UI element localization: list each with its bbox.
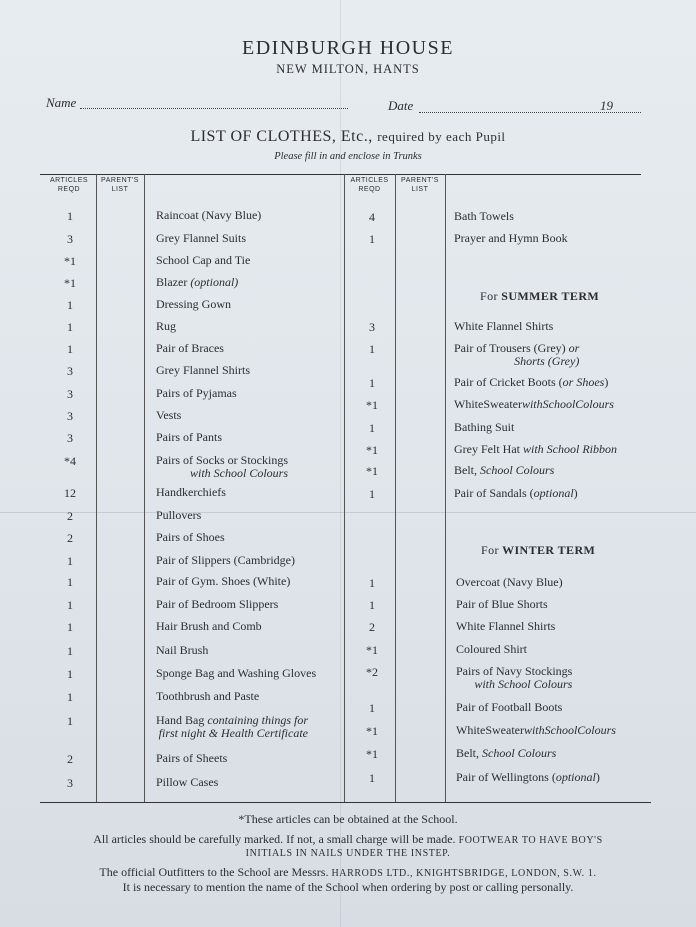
- summer-item-name: Grey Felt Hat with School Ribbon: [454, 442, 617, 456]
- right-item-quantity: 4: [369, 210, 375, 224]
- left-item-name: Pairs of Pyjamas: [156, 386, 237, 400]
- left-item-quantity: 1: [67, 690, 73, 704]
- footer-outfitters-note: [0, 865, 696, 880]
- column-divider: [445, 174, 446, 802]
- table-top-rule: [40, 174, 641, 175]
- left-item-name: Handkerchiefs: [156, 485, 226, 499]
- winter-heading-text: WINTER TERM: [502, 543, 596, 557]
- left-item-quantity: 3: [67, 364, 73, 378]
- left-item-quantity: 1: [67, 575, 73, 589]
- left-item-quantity: 1: [67, 554, 73, 568]
- left-item-name: Pairs of Socks or Stockings with School Colours: [156, 453, 288, 480]
- left-item-quantity: 12: [64, 486, 76, 500]
- winter-item-name: Overcoat (Navy Blue): [456, 575, 563, 589]
- left-item-quantity: 3: [67, 232, 73, 246]
- winter-item-name: Pair of Football Boots: [456, 700, 563, 714]
- winter-item-quantity: 1: [369, 771, 375, 785]
- left-item-name: Pairs of Shoes: [156, 530, 225, 544]
- left-item-name: Dressing Gown: [156, 297, 231, 311]
- left-item-name: Pair of Gym. Shoes (White): [156, 574, 291, 588]
- left-item-name: Raincoat (Navy Blue): [156, 208, 262, 222]
- left-item-name: Grey Flannel Shirts: [156, 363, 250, 377]
- summer-item-quantity: 3: [369, 320, 375, 334]
- left-item-name: Nail Brush: [156, 643, 209, 657]
- left-item-quantity: 2: [67, 509, 73, 523]
- list-title-main: LIST OF CLOTHES, Etc.,: [190, 128, 373, 145]
- winter-item-name: Pair of Wellingtons (optional): [456, 770, 600, 784]
- left-item-quantity: 1: [67, 714, 73, 728]
- winter-item-name: Belt, School Colours: [456, 746, 557, 760]
- summer-item-name: WhiteSweaterwithSchoolColours: [454, 397, 614, 411]
- left-item-name: Blazer (optional): [156, 275, 239, 289]
- fill-in-note: Please fill in and enclose in Trunks: [274, 151, 422, 162]
- left-item-quantity: 2: [67, 752, 73, 766]
- winter-item-name: White Flannel Shirts: [456, 619, 556, 633]
- left-item-quantity: 1: [67, 298, 73, 312]
- left-item-name: Vests: [156, 408, 182, 422]
- footer-note-school-articles: *These articles can be obtained at the School.: [238, 812, 458, 826]
- left-item-name: Grey Flannel Suits: [156, 231, 246, 245]
- left-item-quantity: 2: [67, 531, 73, 545]
- left-item-name: Rug: [156, 319, 177, 333]
- date-year-prefix: 19: [600, 98, 613, 113]
- column-divider: [144, 174, 145, 802]
- winter-heading-prefix: For: [481, 543, 499, 557]
- winter-item-quantity: 1: [369, 598, 375, 612]
- right-item-name: Prayer and Hymn Book: [454, 231, 568, 245]
- left-item-name: Pair of Slippers (Cambridge): [156, 553, 295, 567]
- summer-heading-prefix: For: [480, 289, 498, 303]
- winter-item-name: WhiteSweaterwithSchoolColours: [456, 723, 616, 737]
- left-item-quantity: *4: [64, 454, 76, 468]
- winter-term-heading: [481, 543, 595, 558]
- column-header-parents-right: PARENT'S LIST: [401, 177, 439, 193]
- left-item-name: Pair of Braces: [156, 341, 224, 355]
- school-location: NEW MILTON, HANTS: [276, 62, 420, 76]
- summer-item-name: White Flannel Shirts: [454, 319, 554, 333]
- summer-item-quantity: 1: [369, 342, 375, 356]
- column-header-articles-left: ARTICLES REQD: [49, 177, 89, 193]
- winter-item-quantity: 1: [369, 701, 375, 715]
- winter-item-quantity: *1: [366, 724, 378, 738]
- left-item-quantity: *1: [64, 276, 76, 290]
- left-item-quantity: 1: [67, 620, 73, 634]
- summer-item-name: Pair of Sandals (optional): [454, 486, 578, 500]
- footer-marking-text: All articles should be carefully marked. If not, a small charge will be made.: [93, 832, 456, 846]
- left-item-name: Toothbrush and Paste: [156, 689, 260, 703]
- footer-outfitters-text: The official Outfitters to the School are Messrs.: [99, 865, 329, 879]
- column-header-parents-left: PARENT'S LIST: [101, 177, 139, 193]
- left-item-name: School Cap and Tie: [156, 253, 251, 267]
- left-item-name: Sponge Bag and Washing Gloves: [156, 666, 317, 680]
- list-title-suffix: required by each Pupil: [377, 129, 506, 144]
- winter-item-name: Pairs of Navy Stockings with School Colours: [456, 664, 573, 691]
- right-item-quantity: 1: [369, 232, 375, 246]
- winter-item-quantity: *1: [366, 747, 378, 761]
- summer-term-heading: [480, 289, 599, 304]
- date-label: Date: [388, 98, 414, 113]
- name-field-line: [80, 108, 348, 109]
- footer-marking-note: [0, 832, 696, 847]
- left-item-quantity: 1: [67, 598, 73, 612]
- left-item-quantity: 1: [67, 667, 73, 681]
- right-item-name: Bath Towels: [454, 209, 514, 223]
- left-item-quantity: 3: [67, 409, 73, 423]
- left-item-quantity: *1: [64, 254, 76, 268]
- summer-item-name: Pair of Cricket Boots (or Shoes): [454, 375, 609, 389]
- left-item-quantity: 1: [67, 209, 73, 223]
- left-item-quantity: 1: [67, 342, 73, 356]
- column-header-articles-right: ARTICLES REQD: [350, 177, 389, 193]
- table-bottom-rule: [40, 802, 651, 803]
- footer-initials-note: INITIALS IN NAILS UNDER THE INSTEP.: [245, 848, 451, 859]
- paper-fold-horizontal: [0, 512, 696, 513]
- left-item-name: Pair of Bedroom Slippers: [156, 597, 279, 611]
- left-item-name: Pullovers: [156, 508, 202, 522]
- footer-ordering-note: It is necessary to mention the name of the School when ordering by post or calling personally.: [122, 880, 574, 894]
- summer-item-quantity: 1: [369, 487, 375, 501]
- summer-item-quantity: *1: [366, 398, 378, 412]
- summer-item-quantity: *1: [366, 464, 378, 478]
- summer-item-name: Bathing Suit: [454, 420, 515, 434]
- list-title: [0, 128, 696, 146]
- left-item-name: Pairs of Pants: [156, 430, 222, 444]
- footer-footwear-text: FOOTWEAR TO HAVE BOY'S: [458, 835, 603, 846]
- school-name: EDINBURGH HOUSE: [242, 37, 454, 59]
- winter-item-quantity: 2: [369, 620, 375, 634]
- winter-item-name: Coloured Shirt: [456, 642, 527, 656]
- name-label: Name: [46, 95, 77, 110]
- summer-item-quantity: 1: [369, 376, 375, 390]
- winter-item-name: Pair of Blue Shorts: [456, 597, 548, 611]
- left-item-quantity: 3: [67, 431, 73, 445]
- winter-item-quantity: *2: [366, 665, 378, 679]
- left-item-name: Hair Brush and Comb: [156, 619, 262, 633]
- left-item-name: Hand Bag containing things for first night & Health Certificate: [156, 713, 308, 740]
- summer-item-quantity: 1: [369, 421, 375, 435]
- left-item-quantity: 1: [67, 644, 73, 658]
- winter-item-quantity: 1: [369, 576, 375, 590]
- summer-item-name: Belt, School Colours: [454, 463, 555, 477]
- winter-item-quantity: *1: [366, 643, 378, 657]
- left-item-name: Pillow Cases: [156, 775, 219, 789]
- left-item-quantity: 3: [67, 387, 73, 401]
- left-item-name: Pairs of Sheets: [156, 751, 228, 765]
- left-item-quantity: 1: [67, 320, 73, 334]
- summer-item-name: Pair of Trousers (Grey) or Shorts (Grey): [454, 341, 580, 368]
- left-item-quantity: 3: [67, 776, 73, 790]
- summer-item-quantity: *1: [366, 443, 378, 457]
- summer-heading-text: SUMMER TERM: [501, 289, 600, 303]
- footer-harrods-address: HARRODS LTD., KNIGHTSBRIDGE, LONDON, S.W. 1.: [331, 868, 597, 879]
